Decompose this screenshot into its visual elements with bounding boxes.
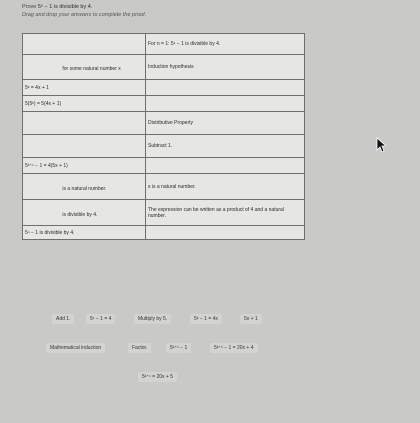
proof-cell: 5ᵏ⁺¹ − 1 = 4(5x + 1) <box>23 158 146 174</box>
instructions: Drag and drop your answers to complete the proof. <box>22 12 147 18</box>
proof-cell: The expression can be written as a product of 4 and a natural number. <box>146 200 305 226</box>
drop-zone[interactable] <box>25 62 61 70</box>
proof-cell: Distributive Property <box>146 112 305 135</box>
proof-text: is a natural number. <box>62 185 107 192</box>
prove-statement <box>22 3 146 11</box>
proof-text: for some natural number x <box>62 66 121 72</box>
prove-label: Prove <box>22 4 37 10</box>
answer-tile[interactable]: 5¹ − 1 = 4 <box>86 314 115 324</box>
answer-tile[interactable]: 5x + 1 <box>240 314 262 324</box>
drop-zone[interactable] <box>23 112 146 135</box>
proof-cell: For n = 1: 5¹ − 1 is divisible by 4. <box>146 34 305 55</box>
proof-row <box>23 158 305 174</box>
drop-zone[interactable] <box>146 226 305 240</box>
drop-zone[interactable] <box>146 96 305 112</box>
proof-cell: 5ᵏ = 4x + 1 <box>23 80 146 96</box>
proof-row <box>23 226 305 240</box>
proof-table <box>22 33 305 240</box>
answer-tile[interactable]: Mathematical induction <box>46 343 105 353</box>
drop-zone[interactable] <box>146 80 305 96</box>
answer-tile[interactable]: Multiply by 5. <box>134 314 171 324</box>
proof-cell: 5ⁿ − 1 is divisible by 4. <box>23 226 146 240</box>
proof-cell: Subtract 1. <box>146 135 305 158</box>
mouse-cursor-icon <box>376 137 386 153</box>
proof-row <box>23 55 305 80</box>
answer-tile[interactable]: Factor. <box>128 343 151 353</box>
drop-zone[interactable] <box>25 208 61 216</box>
answer-tile[interactable]: 5ᵏ⁺¹ − 1 = 20x + 4 <box>210 343 258 353</box>
proof-cell <box>23 200 146 226</box>
proof-row <box>23 174 305 200</box>
answer-tile[interactable]: 5ᵏ⁺¹ − 1 <box>166 343 191 353</box>
answer-tile[interactable]: Add 1. <box>52 314 74 324</box>
prove-suffix: is divisible by 4. <box>53 4 93 10</box>
proof-row <box>23 112 305 135</box>
prove-expression: 5ⁿ − 1 <box>37 4 53 10</box>
proof-row <box>23 80 305 96</box>
proof-cell <box>23 55 146 80</box>
proof-cell <box>23 174 146 200</box>
drop-zone[interactable] <box>23 34 146 55</box>
proof-cell: x is a natural number. <box>146 174 305 200</box>
proof-text: is divisible by 4. <box>62 211 98 218</box>
answer-tile[interactable]: 5ᵏ − 1 = 4x <box>190 314 222 324</box>
drop-zone[interactable] <box>23 135 146 158</box>
proof-row <box>23 34 305 55</box>
proof-row <box>23 200 305 226</box>
drop-zone[interactable] <box>25 182 61 190</box>
proof-cell: Induction hypothesis <box>146 55 305 80</box>
proof-row <box>23 135 305 158</box>
drop-zone[interactable] <box>146 158 305 174</box>
proof-cell: 5(5ᵏ) = 5(4x + 1) <box>23 96 146 112</box>
proof-row <box>23 96 305 112</box>
problem-header <box>22 3 146 19</box>
answer-tile[interactable]: 5ᵏ⁺¹ = 20x + 5 <box>138 372 177 382</box>
